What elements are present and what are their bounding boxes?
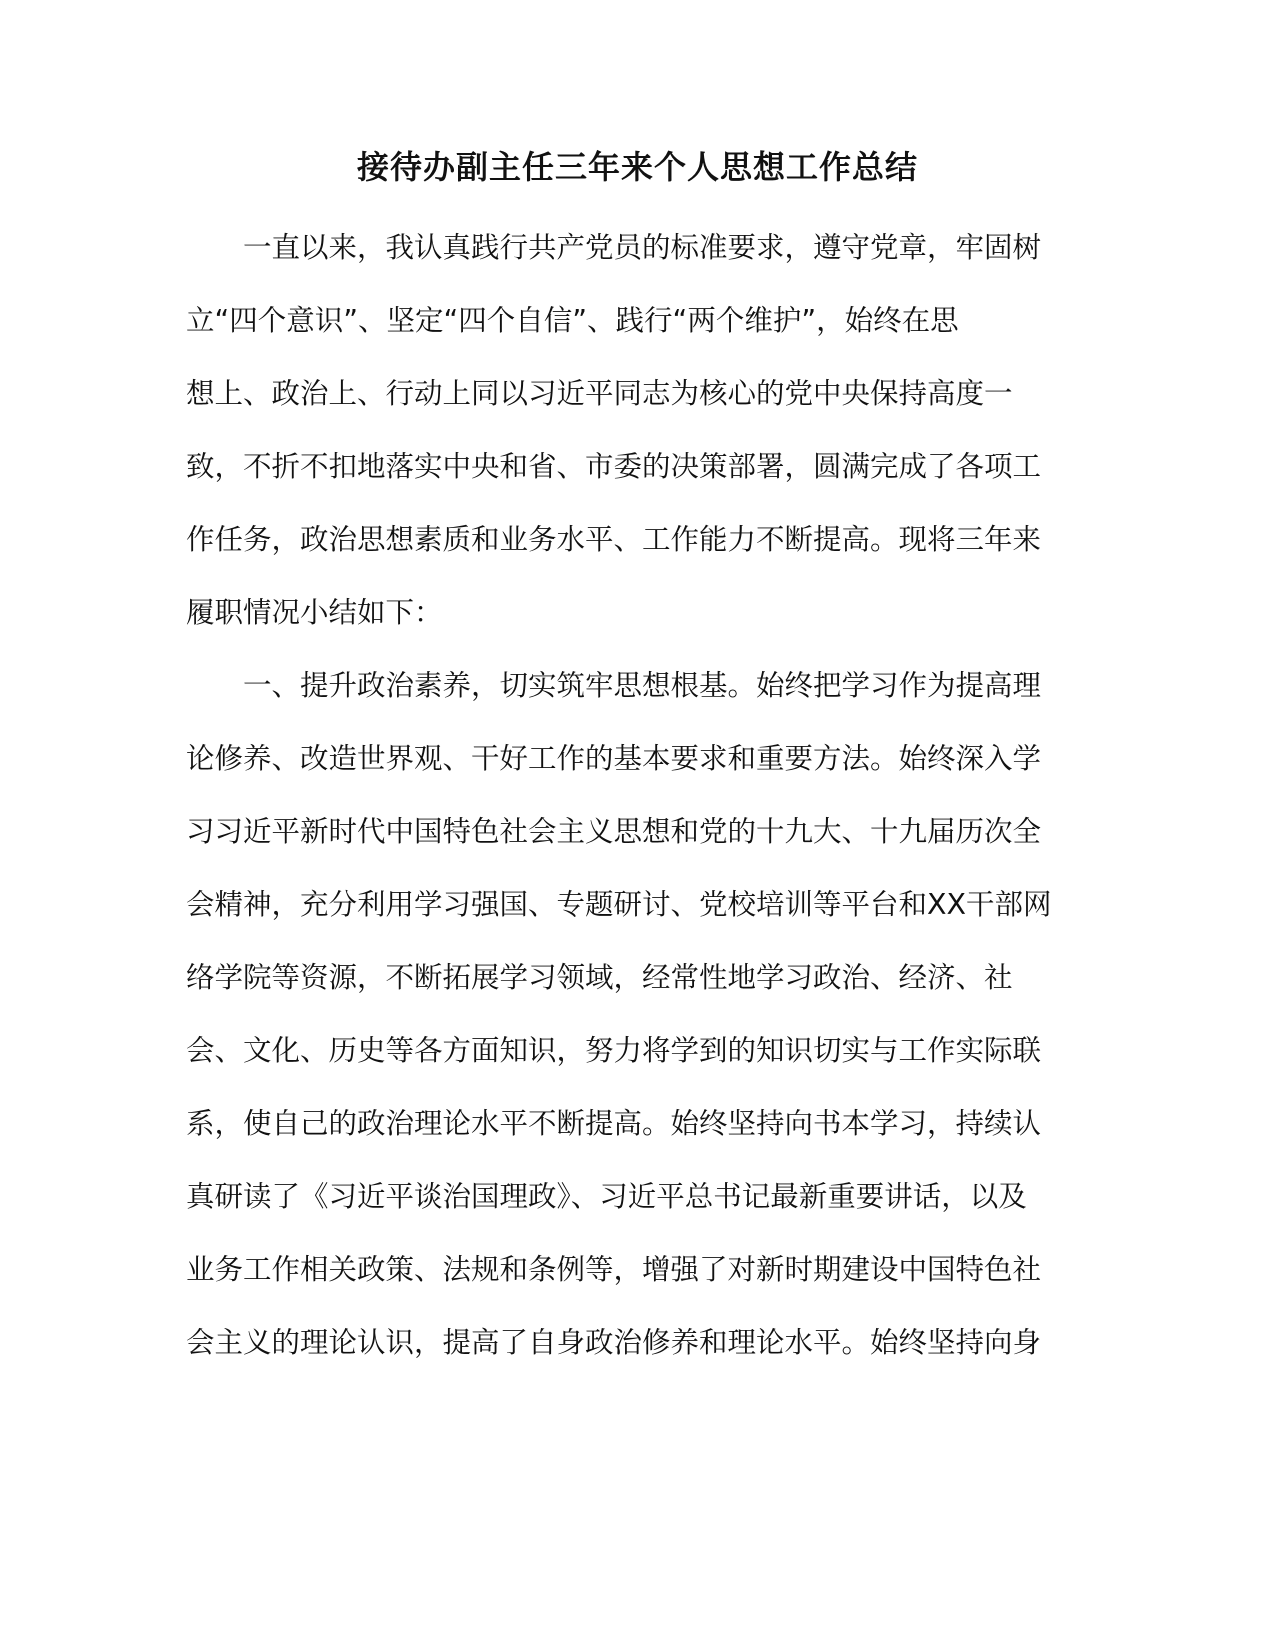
body-line: 真研读了《习近平谈治国理政》、习近平总书记最新重要讲话，以及 — [186, 1180, 1027, 1213]
body-line: 一直以来，我认真践行共产党员的标准要求，遵守党章，牢固树 — [186, 231, 1042, 264]
body-line: 业务工作相关政策、法规和条例等，增强了对新时期建设中国特色社 — [186, 1253, 1042, 1286]
body-line: 履职情况小结如下： — [186, 596, 443, 629]
body-line: 会主义的理论认识，提高了自身政治修养和理论水平。始终坚持向身 — [186, 1326, 1042, 1359]
body-line: 会、文化、历史等各方面知识，努力将学到的知识切实与工作实际联 — [186, 1034, 1042, 1067]
body-line: 会精神，充分利用学习强国、专题研讨、党校培训等平台和XX干部网 — [186, 888, 1052, 921]
document-title: 接待办副主任三年来个人思想工作总结 — [356, 148, 918, 186]
body-line: 一、提升政治素养，切实筑牢思想根基。始终把学习作为提高理 — [186, 669, 1042, 702]
body-line: 立“四个意识”、坚定“四个自信”、践行“两个维护”，始终在思 — [186, 304, 959, 337]
body-line: 系，使自己的政治理论水平不断提高。始终坚持向书本学习，持续认 — [186, 1107, 1042, 1140]
body-line: 致，不折不扣地落实中央和省、市委的决策部署，圆满完成了各项工 — [186, 450, 1042, 483]
body-line: 想上、政治上、行动上同以习近平同志为核心的党中央保持高度一 — [186, 377, 1013, 410]
body-line: 习习近平新时代中国特色社会主义思想和党的十九大、十九届历次全 — [186, 815, 1042, 848]
body-line: 论修养、改造世界观、干好工作的基本要求和重要方法。始终深入学 — [186, 742, 1042, 775]
body-line: 络学院等资源，不断拓展学习领域，经常性地学习政治、经济、社 — [186, 961, 1013, 994]
body-line: 作任务，政治思想素质和业务水平、工作能力不断提高。现将三年来 — [186, 523, 1042, 556]
